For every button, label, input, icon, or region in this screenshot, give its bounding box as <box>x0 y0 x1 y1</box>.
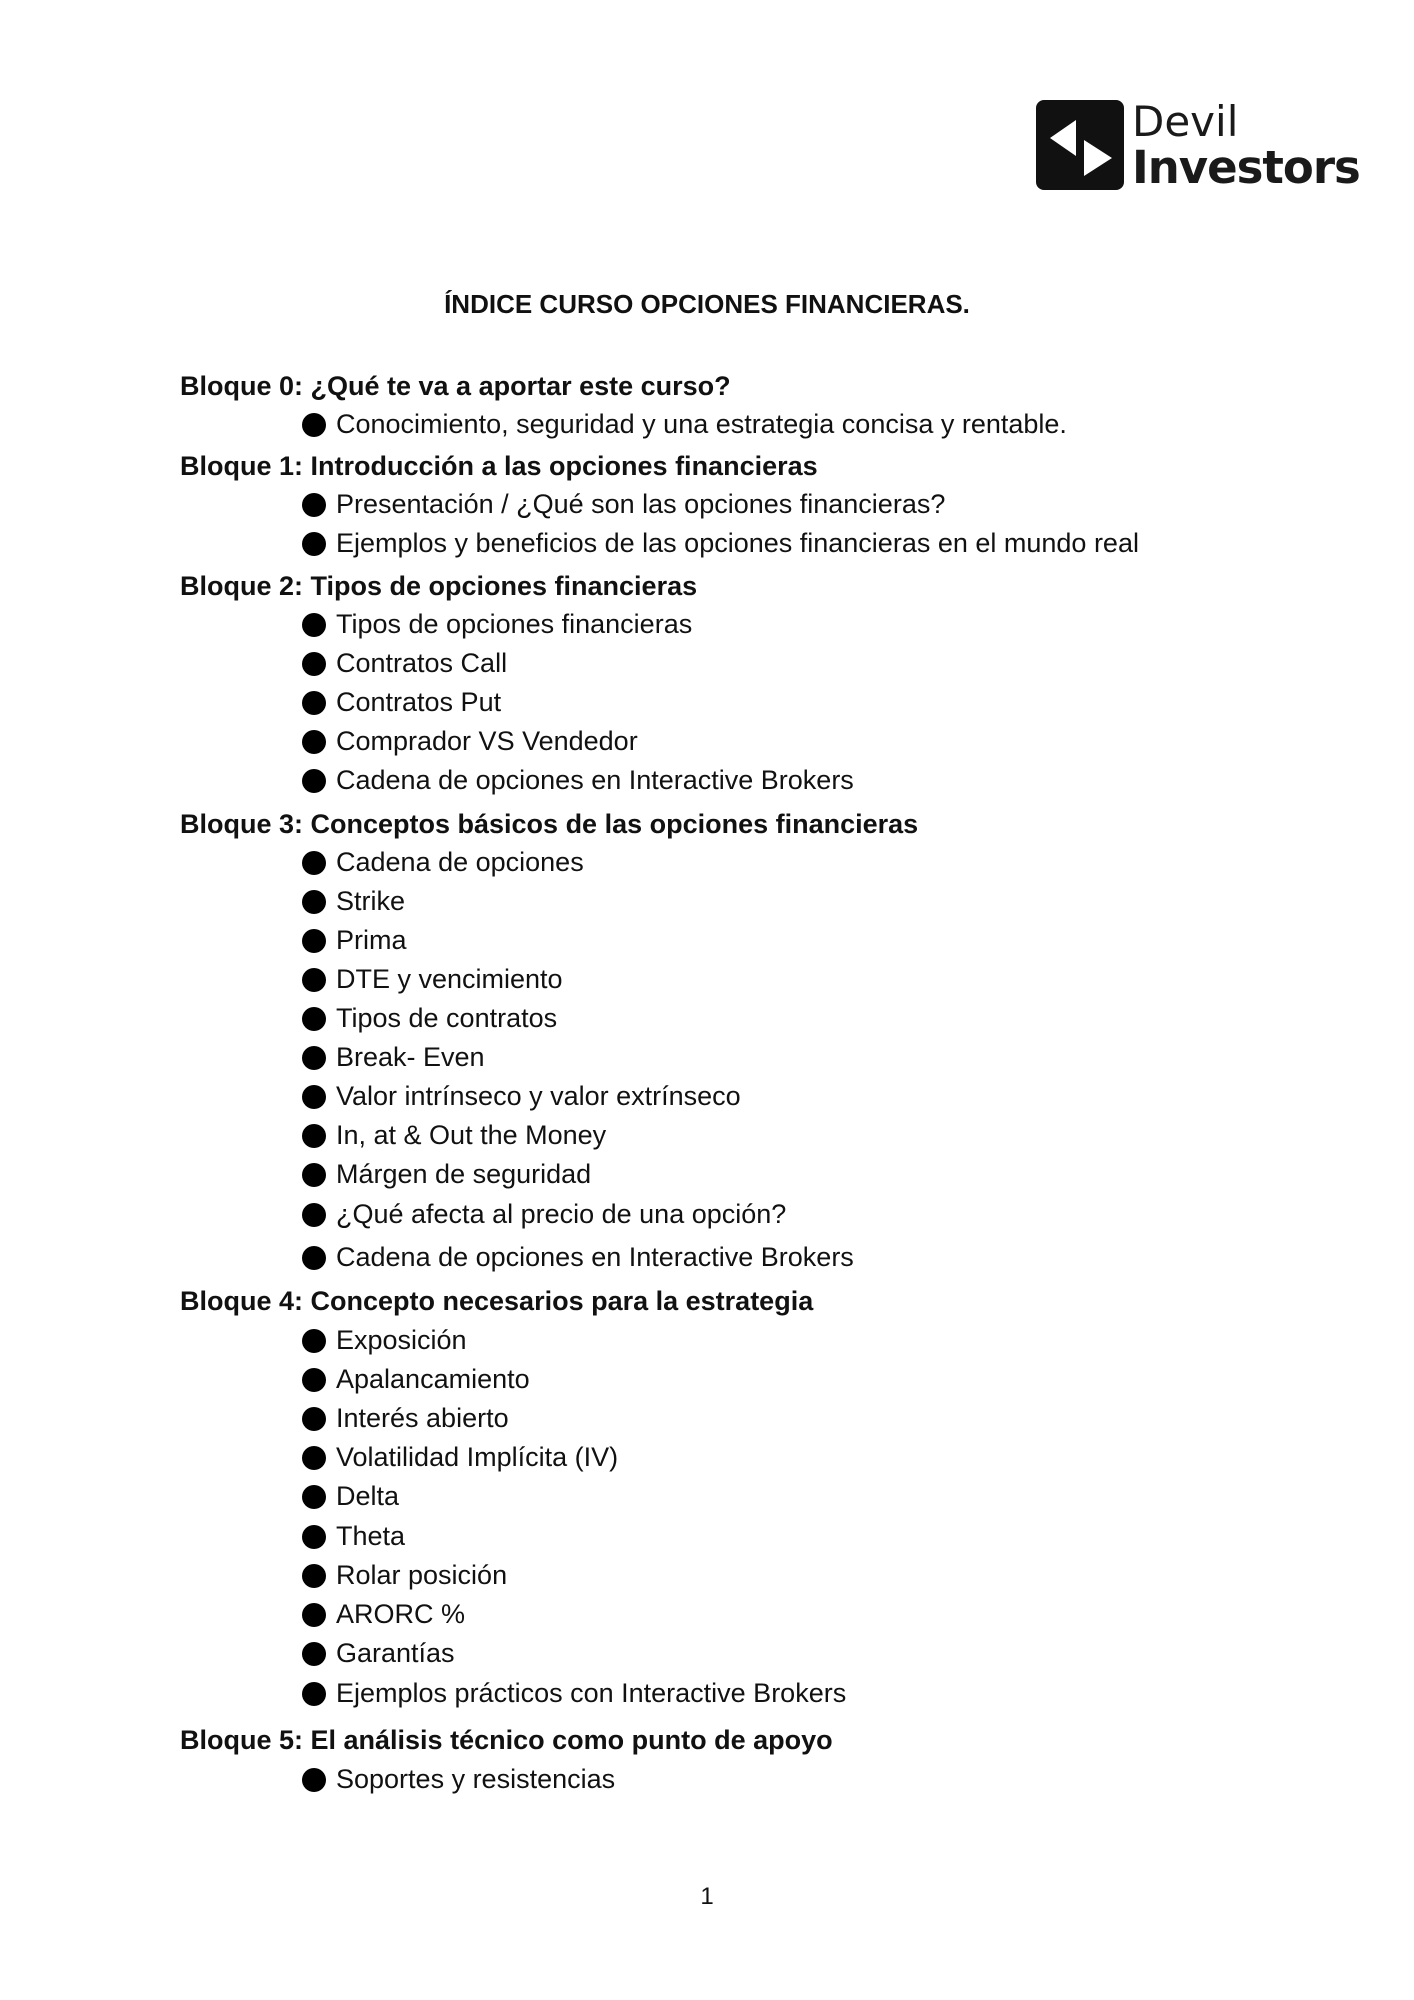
list-item <box>302 409 1067 440</box>
bullet-icon <box>302 929 326 953</box>
list-item-label: In, at & Out the Money <box>336 1120 607 1150</box>
bullet-icon <box>302 1407 326 1431</box>
list-item-label: Contratos Call <box>336 648 508 678</box>
list-item-label: Ejemplos y beneficios de las opciones financieras en el mundo real <box>336 528 1139 558</box>
list-item <box>302 1481 399 1512</box>
list-item <box>302 528 1139 559</box>
bullet-icon <box>302 1446 326 1470</box>
list-item-label: Rolar posición <box>336 1560 508 1590</box>
list-item-label: Cadena de opciones en Interactive Brokers <box>336 1242 854 1272</box>
logo-text-devil: Devil <box>1132 96 1239 146</box>
block-heading-3: Bloque 3: Conceptos básicos de las opciones financieras <box>180 809 919 839</box>
bullet-icon <box>302 1203 326 1227</box>
bullet-icon <box>302 1525 326 1549</box>
bullet-icon <box>302 1007 326 1031</box>
bullet-icon <box>302 730 326 754</box>
list-item <box>302 886 405 917</box>
list-item <box>302 1403 509 1434</box>
list-item-label: Contratos Put <box>336 687 502 717</box>
block-heading-5: Bloque 5: El análisis técnico como punto de apoyo <box>180 1725 833 1755</box>
block-heading-4: Bloque 4: Concepto necesarios para la estrategia <box>180 1286 814 1316</box>
list-item <box>302 1081 741 1112</box>
bullet-icon <box>302 1124 326 1148</box>
block-heading-0: Bloque 0: ¿Qué te va a aportar este curso? <box>180 371 731 401</box>
list-item-label: Conocimiento, seguridad y una estrategia concisa y rentable. <box>336 409 1067 439</box>
bullet-icon <box>302 652 326 676</box>
list-item <box>302 1199 786 1230</box>
list-item <box>302 1242 854 1273</box>
bullet-icon <box>302 1329 326 1353</box>
list-item <box>302 687 501 718</box>
bullet-icon <box>302 1682 326 1706</box>
list-item-label: Soportes y resistencias <box>336 1764 616 1794</box>
list-item-label: ARORC % <box>336 1599 466 1629</box>
bullet-icon <box>302 1246 326 1270</box>
bullet-icon <box>302 1603 326 1627</box>
list-item <box>302 648 507 679</box>
bullet-icon <box>302 1368 326 1392</box>
bullet-icon <box>302 851 326 875</box>
bullet-icon <box>302 691 326 715</box>
bullet-icon <box>302 1485 326 1509</box>
list-item-label: Exposición <box>336 1325 467 1355</box>
bullet-icon <box>302 968 326 992</box>
list-item-label: Tipos de opciones financieras <box>336 609 693 639</box>
list-item-label: Volatilidad Implícita (IV) <box>336 1442 619 1472</box>
bullet-icon <box>302 532 326 556</box>
list-item <box>302 1638 455 1669</box>
play-rewind-logo-icon <box>1036 100 1124 190</box>
document-title: ÍNDICE CURSO OPCIONES FINANCIERAS. <box>444 289 970 319</box>
list-item <box>302 1159 591 1190</box>
list-item-label: Break- Even <box>336 1042 485 1072</box>
bullet-icon <box>302 1085 326 1109</box>
devil-investors-logo <box>1036 98 1360 192</box>
bullet-icon <box>302 613 326 637</box>
list-item <box>302 925 407 956</box>
list-item-label: Cadena de opciones <box>336 847 584 877</box>
list-item-label: Theta <box>336 1521 406 1551</box>
list-item <box>302 964 563 995</box>
list-item <box>302 1521 405 1552</box>
list-item <box>302 1042 485 1073</box>
list-item-label: Márgen de seguridad <box>336 1159 592 1189</box>
bullet-icon <box>302 890 326 914</box>
list-item-label: Valor intrínseco y valor extrínseco <box>336 1081 741 1111</box>
bullet-icon <box>302 1163 326 1187</box>
list-item-label: Tipos de contratos <box>336 1003 558 1033</box>
list-item-label: Prima <box>336 925 407 955</box>
list-item-label: Presentación / ¿Qué son las opciones financieras? <box>336 489 946 519</box>
list-item-label: Garantías <box>336 1638 455 1668</box>
list-item <box>302 1003 557 1034</box>
list-item-label: ¿Qué afecta al precio de una opción? <box>336 1199 787 1229</box>
list-item-label: DTE y vencimiento <box>336 964 563 994</box>
bullet-icon <box>302 413 326 437</box>
bullet-icon <box>302 769 326 793</box>
list-item <box>302 1599 465 1630</box>
list-item-label: Interés abierto <box>336 1403 509 1433</box>
list-item <box>302 765 854 796</box>
logo-text-investors: Investors <box>1132 140 1360 194</box>
list-item-label: Strike <box>336 886 406 916</box>
list-item <box>302 726 638 757</box>
list-item-label: Comprador VS Vendedor <box>336 726 638 756</box>
list-item <box>302 1364 530 1395</box>
list-item-label: Delta <box>336 1481 400 1511</box>
bullet-icon <box>302 493 326 517</box>
bullet-icon <box>302 1564 326 1588</box>
bullet-icon <box>302 1046 326 1070</box>
page-number: 1 <box>700 1883 714 1910</box>
block-heading-2: Bloque 2: Tipos de opciones financieras <box>180 571 698 601</box>
list-item <box>302 1442 618 1473</box>
list-item <box>302 1560 507 1591</box>
list-item-label: Ejemplos prácticos con Interactive Brokers <box>336 1678 847 1708</box>
bullet-icon <box>302 1768 326 1792</box>
list-item <box>302 1120 606 1151</box>
list-item <box>302 1678 846 1709</box>
list-item-label: Apalancamiento <box>336 1364 530 1394</box>
list-item <box>302 609 692 640</box>
block-heading-1: Bloque 1: Introducción a las opciones financieras <box>180 451 818 481</box>
list-item <box>302 847 584 878</box>
bullet-icon <box>302 1642 326 1666</box>
list-item <box>302 1764 615 1795</box>
list-item-label: Cadena de opciones en Interactive Brokers <box>336 765 854 795</box>
list-item <box>302 1325 467 1356</box>
list-item <box>302 489 945 520</box>
